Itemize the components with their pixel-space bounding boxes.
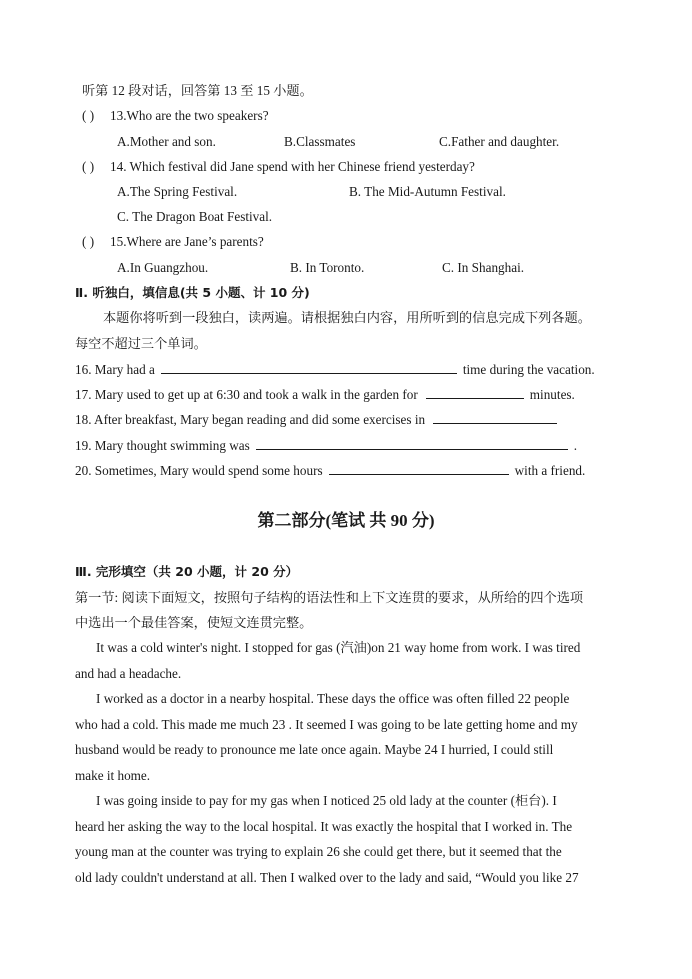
fill-item-20 <box>75 462 585 480</box>
item-text: 16. Mary had a <box>75 362 155 377</box>
passage-line-1: It was a cold winter's night. I stopped for gas (汽油)on 21 way home from work. I was tired <box>96 640 581 655</box>
answer-paren[interactable]: ( ) <box>82 108 95 123</box>
item-text: with a friend. <box>514 463 586 478</box>
section-3-title: Ⅲ. 完形填空（共 20 小题，计 20 分） <box>75 564 299 579</box>
item-text: 19. Mary thought swimming was <box>75 438 250 453</box>
fill-item-16 <box>75 361 595 379</box>
passage-line-7: I was going inside to pay for my gas when I noticed 25 old lady at the counter (柜台). I <box>96 793 557 808</box>
fill-item-19 <box>75 437 577 455</box>
answer-blank[interactable] <box>433 411 557 424</box>
option-15c: C. In Shanghai. <box>442 260 525 275</box>
section-2-instructions-2: 每空不超过三个单词。 <box>75 336 207 351</box>
fill-item-17 <box>75 386 575 404</box>
passage-line-9: young man at the counter was trying to explain 26 she could get there, but it seemed that the <box>75 844 562 859</box>
option-15b: B. In Toronto. <box>290 260 365 275</box>
option-13b: B.Classmates <box>284 134 356 149</box>
passage-line-2: and had a headache. <box>75 666 182 681</box>
option-14a: A.The Spring Festival. <box>117 184 238 199</box>
question-text: 13.Who are the two speakers? <box>110 108 269 123</box>
passage-line-3: I worked as a doctor in a nearby hospital. These days the office was often filled 22 people <box>96 691 570 706</box>
item-text: 20. Sometimes, Mary would spend some hours <box>75 463 323 478</box>
passage-line-5: husband would be ready to pronounce me late once again. Maybe 24 I hurried, I could still <box>75 742 554 757</box>
option-13c: C.Father and daughter. <box>439 134 560 149</box>
passage-line-8: heard her asking the way to the local hospital. It was exactly the hospital that I worked in. The <box>75 819 573 834</box>
fill-item-18 <box>75 411 563 429</box>
section-3-instructions-2: 中选出一个最佳答案，使短文连贯完整。 <box>75 615 313 630</box>
answer-blank[interactable] <box>426 386 524 399</box>
passage-line-4: who had a cold. This made me much 23 . It seemed I was going to be late getting home and my <box>75 717 578 732</box>
item-text: 17. Mary used to get up at 6:30 and took a walk in the garden for <box>75 387 418 402</box>
item-text: . <box>573 438 578 453</box>
passage-line-6: make it home. <box>75 768 151 783</box>
question-14 <box>82 158 475 176</box>
listening-intro: 听第 12 段对话，回答第 13 至 15 小题。 <box>82 83 313 98</box>
part-2-heading: 第二部分(笔试 共 90 分) <box>257 511 435 530</box>
question-13 <box>82 107 269 125</box>
passage-line-10: old lady couldn't understand at all. Then I walked over to the lady and said, “Would you like 27 <box>75 870 579 885</box>
section-2-instructions-1: 本题你将听到一段独白，读两遍。请根据独白内容，用所听到的信息完成下列各题。 <box>103 310 591 325</box>
item-text: time during the vacation. <box>462 362 595 377</box>
answer-blank[interactable] <box>329 462 509 475</box>
answer-blank[interactable] <box>161 361 457 374</box>
section-2-title: Ⅱ. 听独白，填信息(共 5 小题、计 10 分) <box>75 285 310 300</box>
answer-blank[interactable] <box>256 437 568 450</box>
answer-paren[interactable]: ( ) <box>82 234 95 249</box>
item-text: minutes. <box>529 387 575 402</box>
option-14c: C. The Dragon Boat Festival. <box>117 209 273 224</box>
option-14b: B. The Mid-Autumn Festival. <box>349 184 506 199</box>
option-15a: A.In Guangzhou. <box>117 260 209 275</box>
section-3-instructions-1: 第一节: 阅读下面短文，按照句子结构的语法性和上下文连贯的要求，从所给的四个选项 <box>75 590 584 605</box>
answer-paren[interactable]: ( ) <box>82 159 95 174</box>
question-text: 14. Which festival did Jane spend with her Chinese friend yesterday? <box>110 159 475 174</box>
question-15 <box>82 233 264 251</box>
option-13a: A.Mother and son. <box>117 134 216 149</box>
item-text: 18. After breakfast, Mary began reading and did some exercises in <box>75 412 426 427</box>
question-text: 15.Where are Jane’s parents? <box>110 234 264 249</box>
